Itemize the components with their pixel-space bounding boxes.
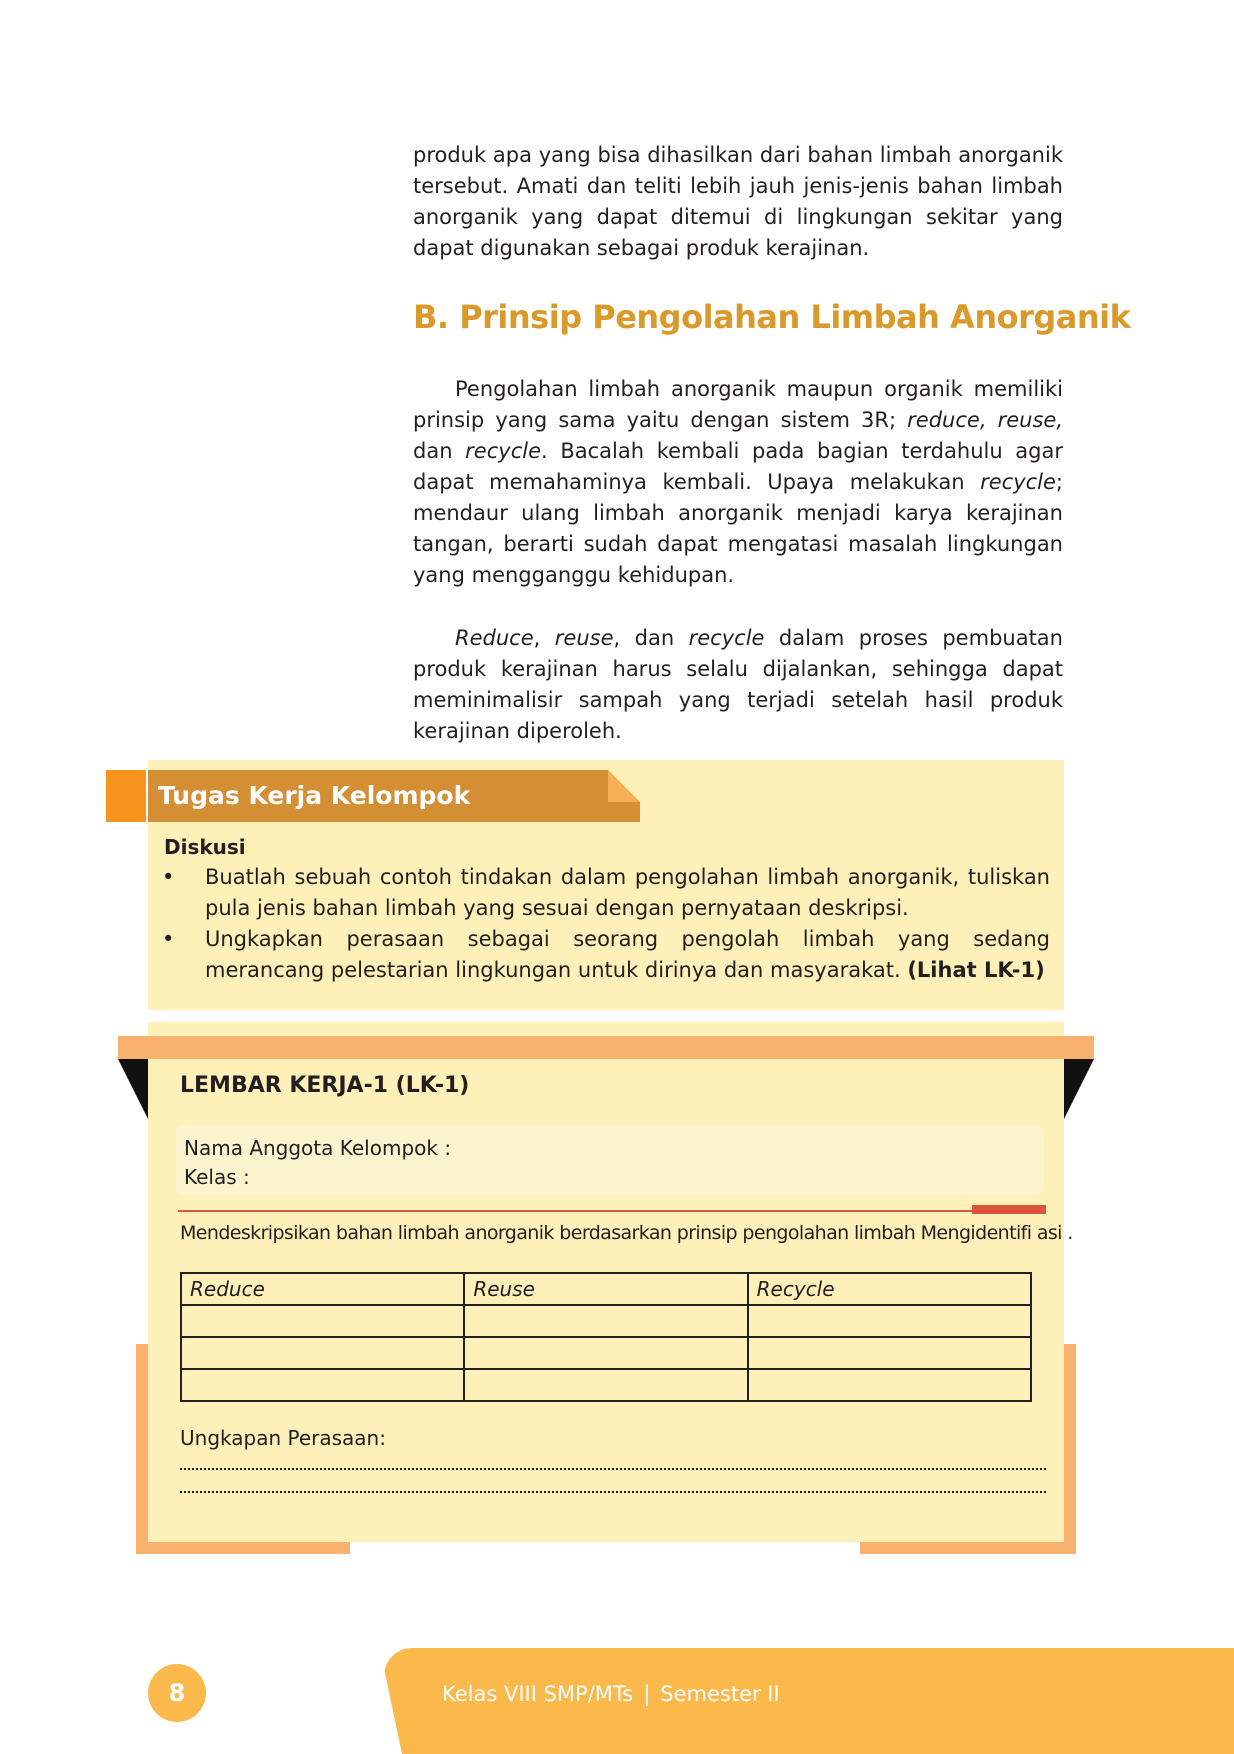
p2-italic-reuse: reuse — [554, 626, 614, 650]
p1-text-e: . Bacalah kembali pada bagian terdahulu agar dapat memahaminya kembali. Upaya melakukan — [413, 439, 1063, 494]
bullet-text: Buatlah sebuah contoh tindakan dalam pengolahan limbah anorganik, tuliskan pula jenis bahan limbah yang sesuai dengan pernyataan deskripsi. — [205, 865, 1050, 920]
table-cell[interactable] — [464, 1305, 747, 1337]
divider-accent — [972, 1205, 1046, 1214]
nama-anggota-label: Nama Anggota Kelompok : — [184, 1136, 452, 1160]
answer-line[interactable] — [180, 1468, 1046, 1470]
p1-italic-reduce-reuse: reduce, reuse, — [907, 408, 1063, 432]
bullet-text: Ungkapkan perasaan sebagai seorang pengolah limbah yang sedang merancang pelestarian lingkungan untuk dirinya dan masyarakat. — [205, 927, 1050, 982]
lk-left-tab — [118, 1059, 148, 1119]
table-header-row — [181, 1273, 1031, 1305]
table-cell[interactable] — [181, 1305, 464, 1337]
principle-paragraph-2 — [413, 623, 1063, 747]
table-row — [181, 1305, 1031, 1337]
p2-italic-reduce: Reduce — [455, 626, 534, 650]
bullet-icon: • — [162, 927, 175, 951]
principle-paragraph-1 — [413, 374, 1063, 591]
p1-italic-recycle-2: recycle — [980, 470, 1056, 494]
p2-text-b: , — [533, 626, 555, 650]
footer-semester: Semester II — [660, 1682, 780, 1706]
p2-italic-recycle: recycle — [688, 626, 765, 650]
lk-reference: (Lihat LK-1) — [907, 958, 1045, 982]
table-cell[interactable] — [748, 1305, 1031, 1337]
lk-top-band — [118, 1036, 1094, 1059]
p1-text-a: Pengolahan limbah anorganik maupun organik memiliki prinsip yang sama yaitu dengan sistem 3R; — [413, 377, 1063, 432]
diskusi-list — [160, 862, 1050, 986]
divider-line — [178, 1210, 1046, 1212]
footer-separator: | — [643, 1682, 651, 1706]
worksheet-table — [180, 1272, 1032, 1402]
page-number: 8 — [148, 1664, 206, 1722]
intro-text: produk apa yang bisa dihasilkan dari bahan limbah anorganik tersebut. Amati dan teliti lebih jauh jenis-jenis bahan limbah anorganik yang dapat ditemui di lingkungan sekitar yang dapat digunakan sebagai produk kerajinan. — [413, 143, 1063, 260]
list-item — [160, 862, 1050, 924]
table-cell[interactable] — [464, 1369, 747, 1401]
kelas-label: Kelas : — [184, 1165, 250, 1189]
tugas-title: Tugas Kerja Kelompok — [158, 781, 471, 810]
table-cell[interactable] — [748, 1337, 1031, 1369]
table-cell[interactable] — [181, 1337, 464, 1369]
footer-class: Kelas VIII SMP/MTs — [442, 1682, 634, 1706]
answer-line[interactable] — [180, 1491, 1046, 1493]
bullet-icon: • — [162, 865, 175, 889]
table-row — [181, 1369, 1031, 1401]
column-header-reduce: Reduce — [181, 1273, 464, 1305]
footer-text — [442, 1682, 780, 1706]
lk-description: Mendeskripsikan bahan limbah anorganik berdasarkan prinsip pengolahan limbah Mengidentifi asi . — [180, 1222, 1073, 1244]
column-header-recycle: Recycle — [748, 1273, 1031, 1305]
diskusi-heading: Diskusi — [164, 835, 246, 859]
perasaan-label: Ungkapan Perasaan: — [180, 1426, 386, 1450]
p1-text-g: ; mendaur ulang limbah anorganik menjadi karya kerajinan tangan, berarti sudah dapat mengatasi masalah lingkungan yang mengganggu kehidupan. — [413, 470, 1063, 587]
p1-italic-recycle: recycle — [465, 439, 541, 463]
table-row — [181, 1337, 1031, 1369]
table-cell[interactable] — [181, 1369, 464, 1401]
intro-paragraph — [413, 140, 1063, 264]
p2-text-f: dalam proses pembuatan produk kerajinan harus selalu dijalankan, sehingga dapat meminimalisir sampah yang terjadi setelah hasil produk kerajinan diperoleh. — [413, 626, 1063, 743]
identity-fields — [184, 1134, 451, 1192]
lk-right-tab — [1064, 1059, 1094, 1119]
section-title: B. Prinsip Pengolahan Limbah Anorganik — [413, 298, 1131, 336]
tugas-tab-accent — [106, 770, 146, 822]
column-header-reuse: Reuse — [464, 1273, 747, 1305]
lk-title: LEMBAR KERJA-1 (LK-1) — [180, 1073, 470, 1098]
p2-text-d: , dan — [613, 626, 689, 650]
list-item — [160, 924, 1050, 986]
p1-text-c: dan — [413, 439, 466, 463]
table-cell[interactable] — [464, 1337, 747, 1369]
table-cell[interactable] — [748, 1369, 1031, 1401]
